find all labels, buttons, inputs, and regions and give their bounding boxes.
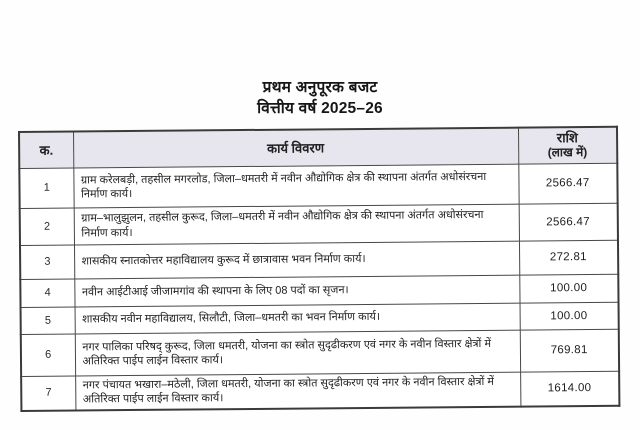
cell-work-description: नवीन आईटीआई जीजामगांव की स्थापना के लिए 08 पदों का सृजन।: [74, 275, 519, 307]
cell-work-description: शासकीय नवीन महाविद्यालय, सिलौटी, जिला–धमतरी का भवन निर्माण कार्य।: [75, 303, 520, 334]
cell-amount: 769.81: [520, 329, 619, 372]
cell-serial-number: 4: [20, 279, 74, 307]
budget-table: [18, 126, 620, 412]
cell-work-description: शासकीय स्नातकोत्तर महाविद्यालय कुरूद में छात्रावास भवन निर्माण कार्य।: [74, 241, 519, 279]
table-row: [20, 240, 618, 279]
cell-serial-number: 5: [21, 307, 75, 334]
cell-amount: 1614.00: [520, 371, 619, 407]
cell-work-description: ग्राम–भालुझुलन, तहसील कुरूद, जिला–धमतरी में नवीन औद्योगिक क्षेत्र की स्थापना अंतर्गत अधोसंरचना निर्माण कार्य।: [74, 204, 519, 245]
cell-amount: 2566.47: [518, 163, 617, 204]
table-row: [21, 371, 619, 411]
cell-serial-number: 3: [20, 245, 74, 279]
title-line-1: प्रथम अनुपूरक बजट: [262, 79, 378, 96]
header-serial-number: क.: [19, 132, 73, 168]
table-header-row: [19, 127, 617, 168]
cell-amount: 100.00: [519, 274, 618, 303]
header-work-description: कार्य विवरण: [73, 128, 518, 168]
header-amount-line2: (लाख में): [547, 145, 588, 160]
cell-work-description: नगर पालिका परिषद् कुरूद, जिला धमतरी, योजना का स्त्रोत सुदृढीकरण एवं नगर के नवीन विस्तार क्षेत्रों में अतिरिक्त पाईप लाईन विस्तार कार्य।: [75, 330, 520, 376]
cell-serial-number: 1: [19, 168, 73, 208]
title-line-2: वित्तीय वर्ष 2025–26: [257, 100, 383, 117]
cell-serial-number: 2: [20, 208, 74, 245]
table-row: [19, 163, 617, 208]
header-amount: [518, 127, 617, 164]
cell-amount: 100.00: [520, 302, 619, 330]
cell-amount: 272.81: [519, 240, 618, 275]
cell-serial-number: 7: [21, 376, 75, 411]
cell-work-description: नगर पंचायत भखारा–मठेली, जिला धमतरी, योजना का स्त्रोत सुदृढीकरण एवं नगर के नवीन विस्तार क्षेत्रों में अतिरिक्त पाईप लाईन विस्तार कार्य।: [75, 372, 520, 411]
table-row: [21, 329, 619, 376]
budget-table-container: [18, 126, 620, 412]
document-title: [0, 77, 640, 119]
table-row: [20, 203, 618, 245]
cell-serial-number: 6: [21, 334, 75, 376]
cell-amount: 2566.47: [519, 203, 618, 241]
header-amount-line1: राशि: [556, 130, 578, 146]
cell-work-description: ग्राम करेलबड़ी, तहसील मगरलोड, जिला–धमतरी में नवीन औद्योगिक क्षेत्र की स्थापना अंतर्गत अधोसंरचना निर्माण कार्य।: [73, 164, 518, 208]
